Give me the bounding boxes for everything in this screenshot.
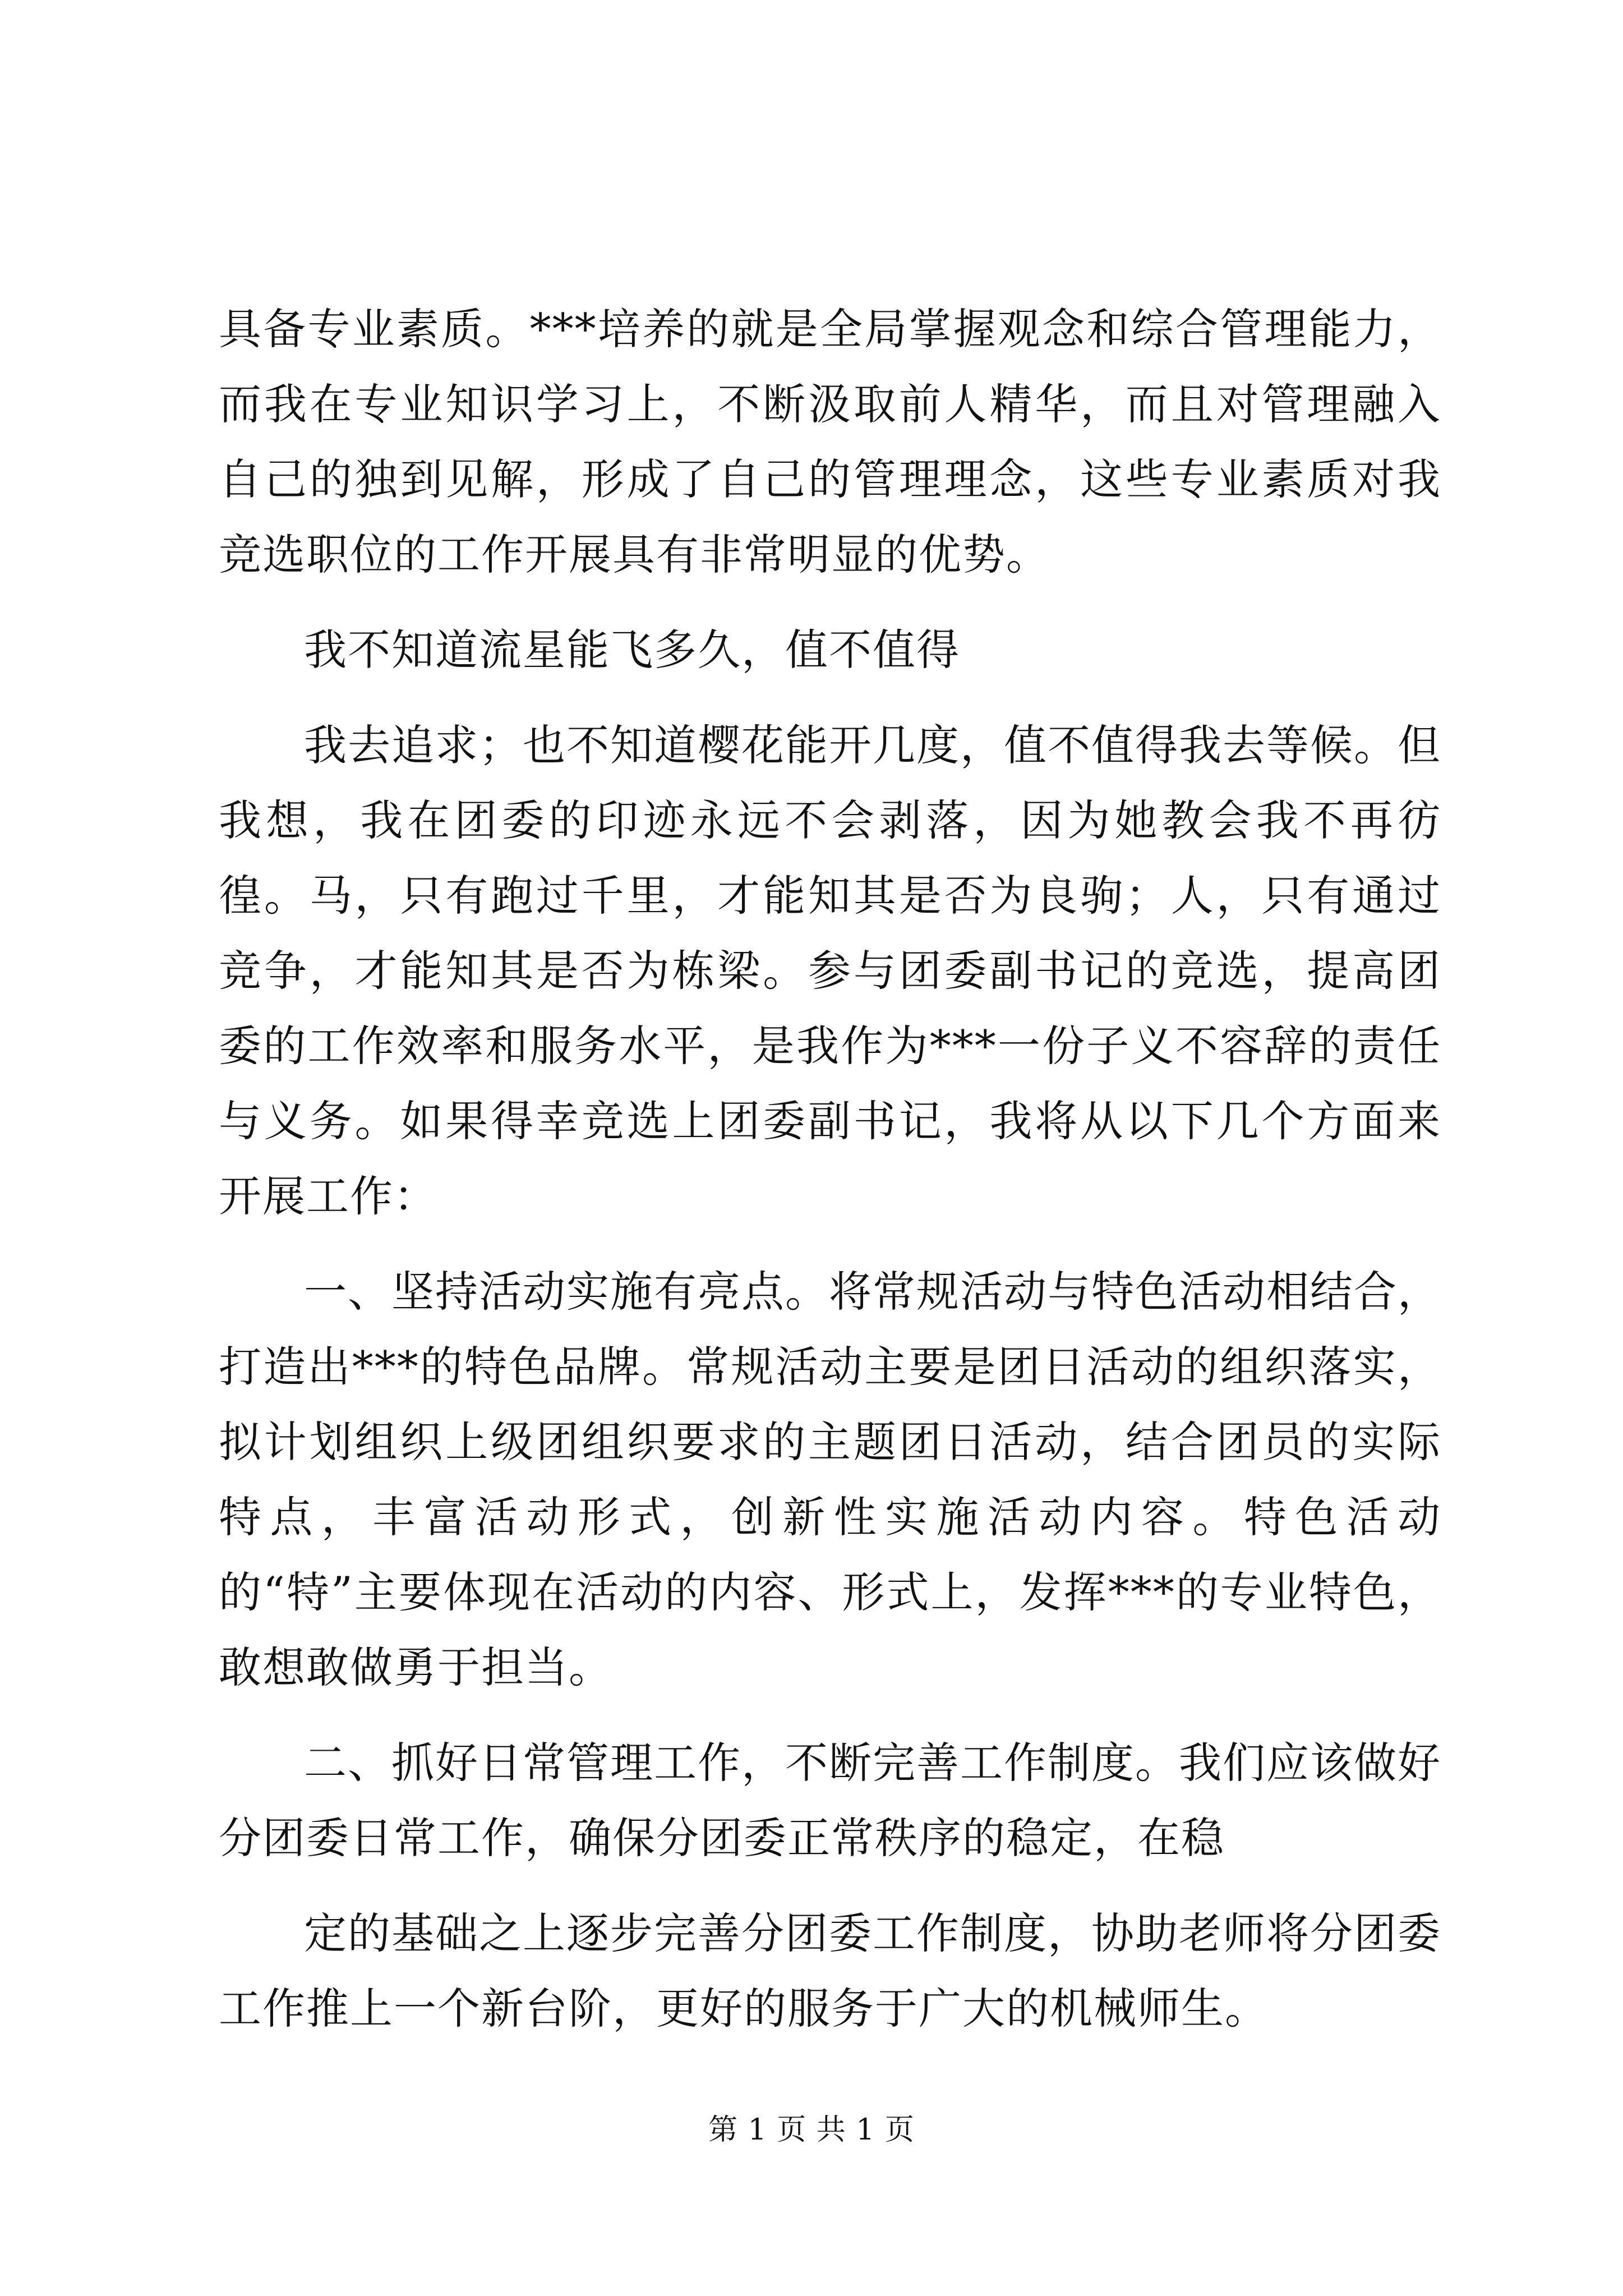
paragraph-meteor: 我不知道流星能飞多久，值不值得 (304, 625, 960, 675)
page-footer: 第 1 页 共 1 页 (708, 2113, 915, 2147)
paragraph-pursuit: 我去追求；也不知道樱花能开几度，值不值得我去等候。但我想，我在团委的印迹永远不会剥落，因为她教会我不再彷徨。马，只有跑过千里，才能知其是否为良驹；人，只有通过竞争，才能知其是否为栋梁。参与团委副书记的竞选，提高团委的工作效率和服务水平，是我作为***一份子义不容辞的责任与义务。如果得幸竞选上团委副书记，我将从以下几个方面来开展工作： (219, 720, 1441, 1221)
paragraph-point-one: 一、坚持活动实施有亮点。将常规活动与特色活动相结合，打造出***的特色品牌。常规活动主要是团日活动的组织落实，拟计划组织上级团组织要求的主题团日活动，结合团员的实际特点，丰富活动形式，创新性实施活动内容。特色活动的“特”主要体现在活动的内容、形式上，发挥***的专业特色，敢想敢做勇于担当。 (219, 1267, 1441, 1692)
paragraph-qualifications: 具备专业素质。***培养的就是全局掌握观念和综合管理能力，而我在专业知识学习上，不断汲取前人精华，而且对管理融入自己的独到见解，形成了自己的管理理念，这些专业素质对我竞选职位的工作开展具有非常明显的优势。 (219, 304, 1441, 579)
document-body (219, 292, 1441, 2046)
paragraph-point-two-continued: 定的基础之上逐步完善分团委工作制度，协助老师将分团委工作推上一个新台阶，更好的服务于广大的机械师生。 (219, 1908, 1441, 2033)
paragraph-point-two: 二、抓好日常管理工作，不断完善工作制度。我们应该做好分团委日常工作，确保分团委正常秩序的稳定，在稳 (219, 1738, 1441, 1863)
